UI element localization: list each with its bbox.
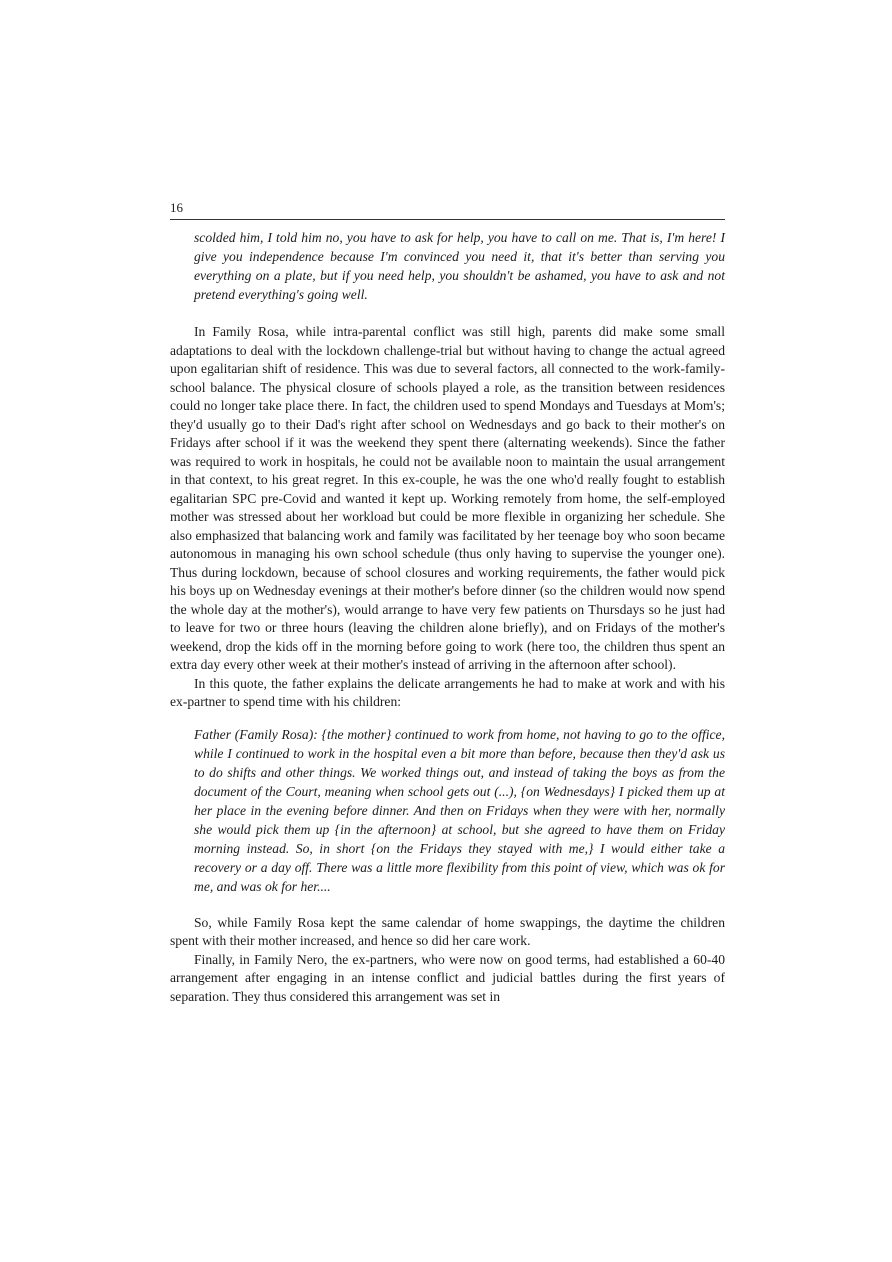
block-quote-continuation: scolded him, I told him no, you have to ask for help, you have to call on me. That is, I'm here! I give you independence because I'm convinced you need it, that it's better than serving you everything on a plate, but if you need help, you shouldn't be ashamed, you have to ask and not pretend everything's going well. bbox=[194, 230, 725, 302]
header-rule bbox=[170, 219, 725, 220]
paragraph-family-nero: Finally, in Family Nero, the ex-partners, who were now on good terms, had established a 60-40 arrangement after engaging in an intense conflict and judicial battles during the first years of separation. They thus considered this arrangement was set in bbox=[170, 951, 725, 1004]
paragraph-rosa-summary: So, while Family Rosa kept the same calendar of home swappings, the daytime the children spent with their mother increased, and hence so did her care work. bbox=[170, 914, 725, 948]
page-number: 16 bbox=[170, 200, 183, 215]
paragraph-family-rosa: In Family Rosa, while intra-parental conflict was still high, parents did make some small adaptations to deal with the lockdown challenge-trial but without having to change the actual agreed upon egalitarian shift of residence. This was due to several factors, all connected to the work-family-school balance. The physical closure of schools played a role, as the transition between residences could no longer take place there. In fact, the children used to spend Mondays and Tuesdays at Mom's; they'd usually go to their Dad's right after school on Wednesdays and go back to their mother's on Fridays after school if it was the weekend they spent there (alternating weekends). Since the father was required to work in hospitals, he could not be available noon to maintain the usual arrangement in that context, to his great regret. In this ex-couple, he was the one who'd really fought to establish egalitarian SPC pre-Covid and wanted it kept up. Working remotely from home, the self-employed mother was stressed about her workload but could be more flexible in organizing her schedule. She also emphasized that balancing work and family was facilitated by her teenage boy who soon became autonomous in managing his own school schedule (thus only having to supervise the younger one). Thus during lockdown, because of school closures and working requirements, the father would pick his boys up on Wednesday evenings at their mother's before dinner (so the children would now spend the whole day at the mother's), would arrange to have very few patients on Thursdays so he just had to leave for two or three hours (leaving the children alone briefly), and on Fridays of the mother's weekend, drop the kids off in the morning before going to work (here too, the children thus spent an extra day every other week at their mother's instead of arriving in the afternoon after school). bbox=[170, 324, 725, 672]
paragraph-quote-intro: In this quote, the father explains the delicate arrangements he had to make at work and with his ex-partner to spend time with his children: bbox=[170, 675, 725, 709]
page-body bbox=[170, 228, 725, 1006]
block-quote-father: Father (Family Rosa): {the mother} continued to work from home, not having to go to the office, while I continued to work in the hospital even a bit more than before, because then they'd ask us to do shifts and other things. We worked things out, and instead of taking the boys as from the document of the Court, meaning when school gets out (...), {on Wednesdays} I picked them up at her place in the evening before dinner. And then on Fridays when they were with her, normally she would pick them up {in the afternoon} at school, but she agreed to have them on Friday morning instead. So, in short {on the Fridays they stayed with me,} I would either take a recovery or a day off. There was a little more flexibility from this point of view, which was ok for me, and was ok for her.... bbox=[194, 726, 725, 894]
